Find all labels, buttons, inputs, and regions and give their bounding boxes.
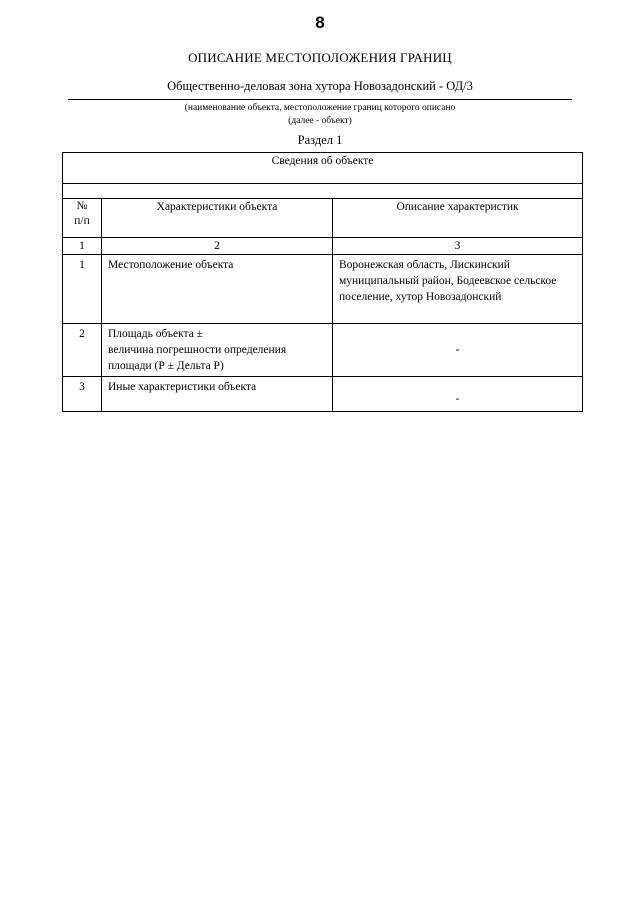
- table-row: [63, 324, 583, 377]
- object-info-table: [62, 152, 583, 412]
- row-description: -: [333, 324, 583, 377]
- index-cell: 3: [333, 238, 583, 255]
- row-characteristic: [102, 324, 333, 377]
- header-number: [63, 199, 102, 238]
- row-characteristic: Иные характеристики объекта: [102, 377, 333, 412]
- page-number: 8: [315, 13, 325, 32]
- table-row: [63, 255, 583, 324]
- row-description: Воронежская область, Лискинский муниципальный район, Бодеевское сельское поселение, хутор Новозадонский: [333, 255, 583, 324]
- row-characteristic: Местоположение объекта: [102, 255, 333, 324]
- header-description: Описание характеристик: [333, 199, 583, 238]
- row-number: 3: [63, 377, 102, 412]
- section-label: Раздел 1: [297, 133, 343, 147]
- header-number-line-2: п/п: [74, 215, 90, 227]
- table-heading: Сведения об объекте: [63, 153, 583, 184]
- index-cell: 1: [63, 238, 102, 255]
- table-header-row: [63, 199, 583, 238]
- row-characteristic-line-1: Площадь объекта ±: [108, 328, 203, 340]
- table-row: [63, 377, 583, 412]
- table-empty-row: [63, 184, 583, 199]
- index-cell: 2: [102, 238, 333, 255]
- row-number: 2: [63, 324, 102, 377]
- document-title: ОПИСАНИЕ МЕСТОПОЛОЖЕНИЯ ГРАНИЦ: [188, 50, 452, 65]
- object-name-caption-line-1: (наименование объекта, местоположение границ которого описано: [184, 103, 456, 113]
- row-description: -: [333, 377, 583, 412]
- header-number-line-1: №: [76, 200, 88, 212]
- row-number: 1: [63, 255, 102, 324]
- table-empty-cell: [63, 184, 583, 199]
- object-name: Общественно-деловая зона хутора Новозадонский - ОД/3: [167, 79, 473, 93]
- row-characteristic-line-2: величина погрешности определения площади (Р ± Дельта Р): [108, 344, 287, 372]
- header-characteristics: Характеристики объекта: [102, 199, 333, 238]
- table-index-row: [63, 238, 583, 255]
- object-name-caption-line-2: (далее - объект): [288, 116, 352, 126]
- object-name-underline: [68, 99, 572, 100]
- table-heading-row: [63, 153, 583, 184]
